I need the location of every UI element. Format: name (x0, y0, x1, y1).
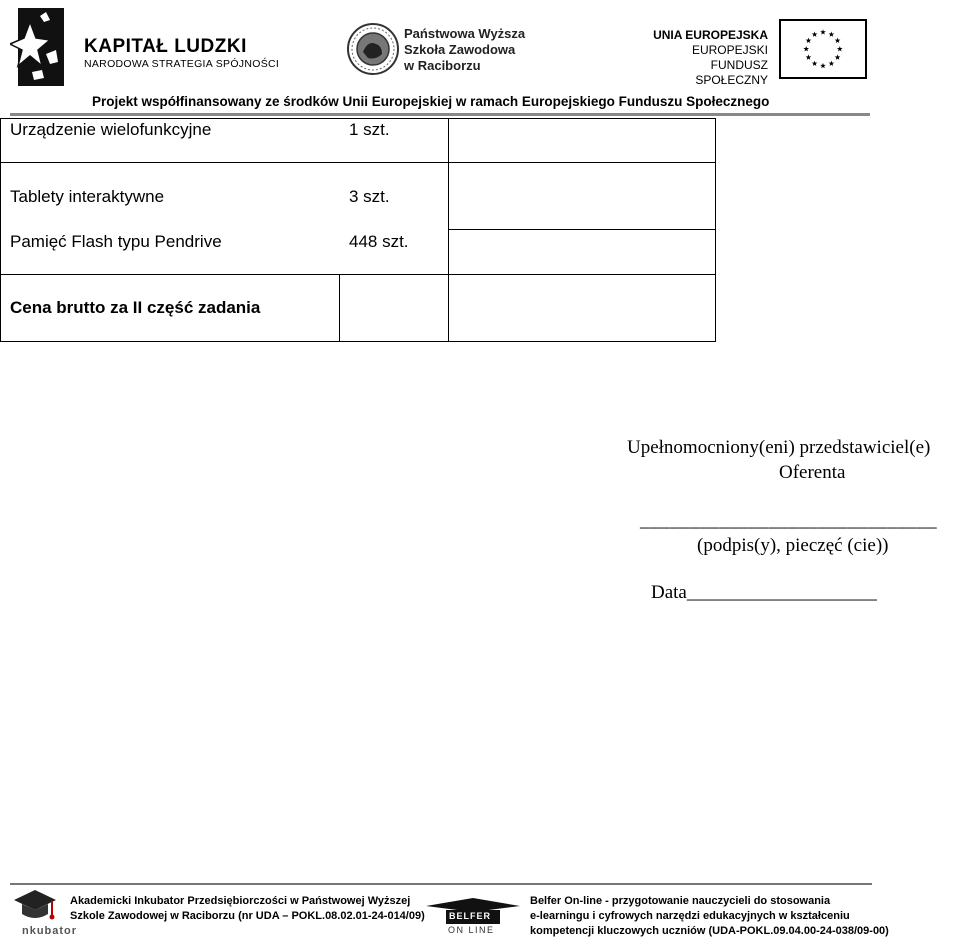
item-name-cell: Urządzenie wielofunkcyjne (10, 120, 212, 139)
table-row-divider (0, 162, 716, 163)
pwsz-name: Państwowa Wyższa Szkoła Zawodowa w Raciborzu (404, 26, 526, 73)
item-qty-cell: 1 szt. (349, 120, 390, 139)
date-field: Data____________________ (651, 582, 877, 603)
eu-star-icon (829, 61, 835, 66)
belfer-project-info: Belfer On-line - przygotowanie nauczycieli do stosowania e-learningu i cyfrowych narzędzi edukacyjnych w kształceniu kompetencji kluczowych uczniów (UDA-POKL.09.04.00-24-038/09-00) (530, 895, 889, 937)
graduation-cap-icon (12, 888, 58, 922)
inkubator-logo-text: nkubator (22, 925, 78, 937)
footer-divider (10, 883, 872, 885)
table-col-divider-2 (448, 118, 449, 342)
item-name-cell: Pamięć Flash typu Pendrive (10, 232, 222, 251)
eu-star-icon (835, 54, 841, 59)
eu-star-icon (812, 31, 818, 36)
table-row-divider (0, 274, 716, 275)
belfer-logo-text: BELFER (449, 911, 491, 921)
item-qty-cell: 448 szt. (349, 232, 409, 251)
table-border-bottom (0, 341, 716, 342)
eu-star-icon (835, 38, 841, 43)
eu-star-icon (806, 54, 812, 59)
table-col-divider-1 (339, 275, 340, 342)
authorized-representative-label: Upełnomocniony(eni) przedstawiciel(e) (627, 437, 931, 458)
total-price-label: Cena brutto za II część zadania (10, 298, 261, 317)
eu-star-icon (820, 29, 826, 34)
eu-star-icon (803, 46, 809, 51)
table-border-right (715, 118, 716, 342)
signature-line: ______________________________ (640, 510, 937, 531)
eu-star-icon (829, 31, 835, 36)
eu-star-icon (837, 46, 843, 51)
belfer-logo-subtext: ON LINE (448, 925, 495, 935)
eu-flag-icon (779, 19, 867, 79)
item-qty-cell: 3 szt. (349, 187, 390, 206)
eu-star-icon (806, 38, 812, 43)
table-row-divider (448, 229, 716, 230)
project-cofinancing-line: Projekt współfinansowany ze środków Unii Europejskiej w ramach Europejskiego Funduszu Społecznego (92, 94, 770, 109)
eu-star-icon (820, 63, 826, 68)
price-table (0, 0, 720, 345)
kapital-ludzki-title: KAPITAŁ LUDZKI (84, 36, 247, 57)
table-border-left (0, 118, 1, 342)
aip-project-info: Akademicki Inkubator Przedsiębiorczości w Państwowej Wyższej Szkole Zawodowej w Raciborzu (nr UDA – POKL.08.02.01-24-014/09) (70, 895, 425, 922)
bidder-label: Oferenta (779, 462, 846, 483)
table-border-top (0, 118, 716, 119)
item-name-cell: Tablety interaktywne (10, 187, 165, 206)
ue-name: UNIA EUROPEJSKA EUROPEJSKI FUNDUSZ SPOŁECZNY (653, 28, 768, 87)
kapital-ludzki-subtitle: NARODOWA STRATEGIA SPÓJNOŚCI (84, 58, 280, 70)
eu-star-icon (812, 61, 818, 66)
signature-caption: (podpis(y), pieczęć (cie)) (697, 535, 889, 556)
